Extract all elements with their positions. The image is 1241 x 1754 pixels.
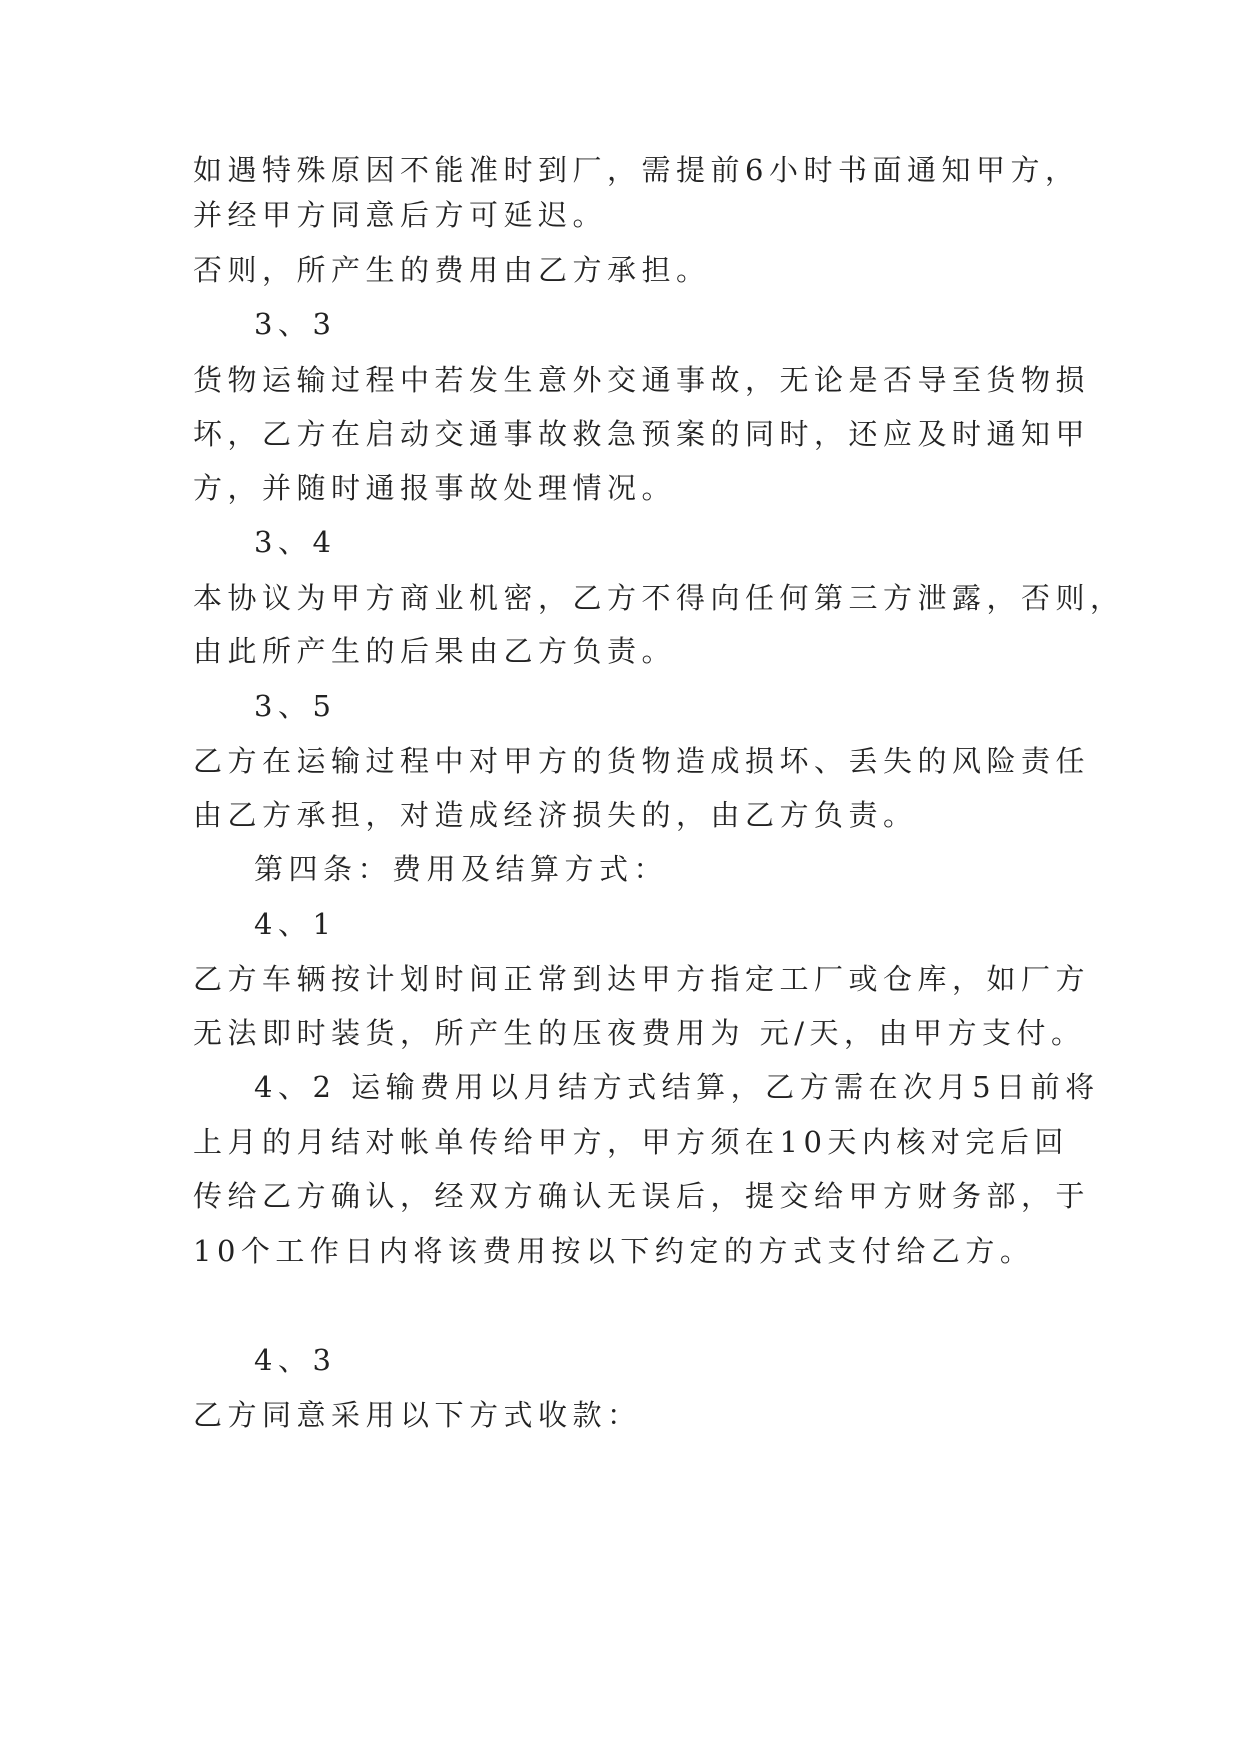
clause-number: 3、3 (254, 307, 337, 341)
paragraph-line: 并经甲方同意后方可延迟。 (193, 198, 608, 232)
paragraph-line: 乙方同意采用以下方式收款： (193, 1398, 642, 1432)
paragraph-line: 乙方车辆按计划时间正常到达甲方指定工厂或仓库，如厂方 (193, 962, 1091, 996)
clause-number: 3、4 (254, 525, 337, 559)
clause-number: 4、3 (254, 1343, 337, 1377)
paragraph-line: 坏，乙方在启动交通事故救急预案的同时，还应及时通知甲 (193, 417, 1091, 451)
paragraph-line: 方，并随时通报事故处理情况。 (193, 471, 677, 505)
paragraph-line: 否则，所产生的费用由乙方承担。 (193, 253, 711, 287)
paragraph-line: 本协议为甲方商业机密，乙方不得向任何第三方泄露，否则， (193, 581, 1125, 615)
paragraph-line: 10个工作日内将该费用按以下约定的方式支付给乙方。 (193, 1234, 1035, 1268)
paragraph-line: 如遇特殊原因不能准时到厂，需提前6小时书面通知甲方， (193, 153, 1080, 187)
paragraph-line: 由乙方承担，对造成经济损失的，由乙方负责。 (193, 798, 918, 832)
section-heading: 第四条：费用及结算方式： (254, 852, 669, 886)
paragraph-line: 4、2 运输费用以月结方式结算，乙方需在次月5日前将 (254, 1070, 1100, 1104)
paragraph-line: 由此所产生的后果由乙方负责。 (193, 634, 677, 668)
paragraph-line: 传给乙方确认，经双方确认无误后，提交给甲方财务部，于 (193, 1179, 1091, 1213)
paragraph-line: 货物运输过程中若发生意外交通事故，无论是否导至货物损 (193, 363, 1091, 397)
paragraph-line: 上月的月结对帐单传给甲方，甲方须在10天内核对完后回 (193, 1125, 1069, 1159)
paragraph-line: 无法即时装货，所产生的压夜费用为 元/天，由甲方支付。 (193, 1016, 1086, 1050)
clause-number: 3、5 (254, 689, 337, 723)
clause-number: 4、1 (254, 907, 337, 941)
paragraph-line: 乙方在运输过程中对甲方的货物造成损坏、丢失的风险责任 (193, 744, 1091, 778)
